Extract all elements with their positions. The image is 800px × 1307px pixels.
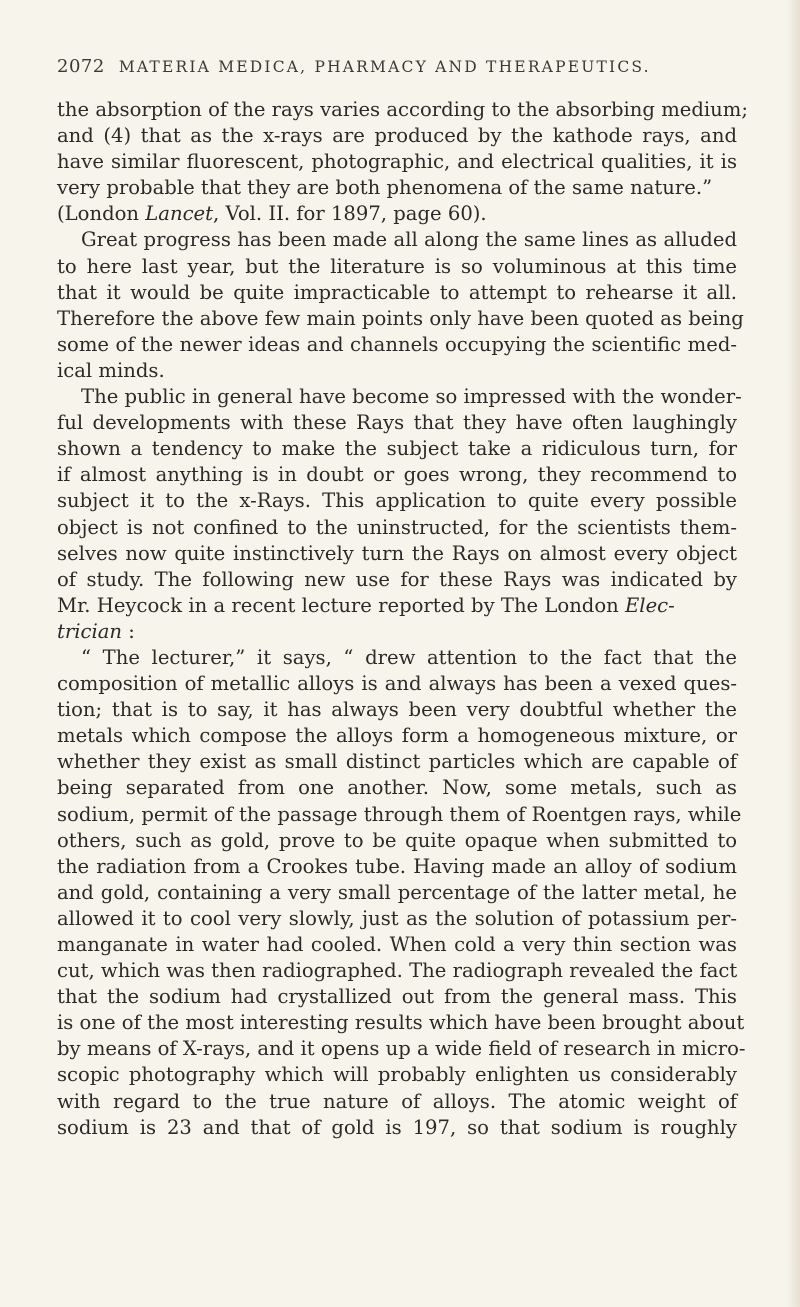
text-line: shown a tendency to make the subject take a ridiculous turn, for — [57, 437, 737, 461]
text-line: object is not confined to the uninstructed, for the scientists them- — [57, 515, 737, 539]
text-line: tion; that is to say, it has always been very doubtful whether the — [57, 698, 737, 722]
text-line: if almost anything is in doubt or goes wrong, they recommend to — [57, 463, 737, 487]
text-line: ical minds. — [57, 358, 165, 382]
text-line: and (4) that as the x-rays are produced by the kathode rays, and — [57, 124, 737, 148]
text-line: trician : — [57, 619, 135, 643]
text-line: with regard to the true nature of alloys. The atomic weight of — [57, 1089, 737, 1113]
text-line: to here last year, but the literature is so voluminous at this time — [57, 254, 737, 278]
page-edge-shadow — [786, 0, 800, 1307]
text-line: the radiation from a Crookes tube. Having made an alloy of sodium — [57, 854, 737, 878]
text-line: Therefore the above few main points only have been quoted as being — [57, 306, 744, 330]
text-line: that the sodium had crystallized out from the general mass. This — [57, 985, 737, 1009]
text-line: Great progress has been made all along the same lines as alluded — [81, 228, 737, 252]
text-line: ful developments with these Rays that they have often laughingly — [57, 411, 737, 435]
text-line: being separated from one another. Now, some metals, such as — [57, 776, 737, 800]
text-line: and gold, containing a very small percentage of the latter metal, he — [57, 880, 737, 904]
text-line: have similar fluorescent, photographic, and electrical qualities, it is — [57, 150, 737, 174]
text-line: whether they exist as small distinct particles which are capable of — [57, 750, 737, 774]
text-line: cut, which was then radiographed. The radiograph revealed the fact — [57, 959, 738, 983]
text-line: sodium, permit of the passage through them of Roentgen rays, while — [57, 802, 742, 826]
text-line: of study. The following new use for these Rays was indicated by — [57, 567, 737, 591]
journal-title-lancet: Lancet — [145, 202, 214, 226]
text-line: Mr. Heycock in a recent lecture reported by The London Elec- — [57, 593, 675, 617]
text-line-citation: (London Lancet, Vol. II. for 1897, page 60). — [57, 202, 487, 226]
text-line: selves now quite instinctively turn the Rays on almost every object — [57, 541, 737, 565]
journal-title-electrician-cont: trician — [57, 619, 123, 643]
text-line: scopic photography which will probably enlighten us considerably — [57, 1063, 737, 1087]
text-line: sodium is 23 and that of gold is 197, so that sodium is roughly — [57, 1115, 737, 1139]
text-line: composition of metallic alloys is and always has been a vexed ques- — [57, 672, 737, 696]
text-line: metals which compose the alloys form a homogeneous mixture, or — [57, 724, 737, 748]
body-text — [57, 97, 748, 1141]
running-header — [57, 56, 737, 86]
text-line: allowed it to cool very slowly, just as the solution of potassium per- — [57, 906, 737, 930]
text-line: very probable that they are both phenomena of the same nature.” — [57, 176, 713, 200]
text-line: The public in general have become so impressed with the wonder- — [81, 385, 742, 409]
text-line: is one of the most interesting results which have been brought about — [57, 1011, 745, 1035]
text-line: some of the newer ideas and channels occupying the scientific med- — [57, 332, 737, 356]
text-line: by means of X-rays, and it opens up a wide field of research in micro- — [57, 1037, 746, 1061]
page-number: 2072 — [57, 56, 105, 77]
journal-title-electrician: Elec- — [625, 593, 675, 617]
text-line: others, such as gold, prove to be quite opaque when submitted to — [57, 828, 737, 852]
text-line: manganate in water had cooled. When cold a very thin section was — [57, 933, 737, 956]
running-title: MATERIA MEDICA, PHARMACY AND THERAPEUTICS. — [118, 58, 651, 76]
text-line: the absorption of the rays varies according to the absorbing medium; — [57, 98, 748, 121]
text-line: that it would be quite impracticable to attempt to rehearse it all. — [57, 280, 737, 304]
text-line: subject it to the x-Rays. This application to quite every possible — [57, 489, 737, 513]
text-line: “ The lecturer,” it says, “ drew attention to the fact that the — [81, 645, 737, 669]
